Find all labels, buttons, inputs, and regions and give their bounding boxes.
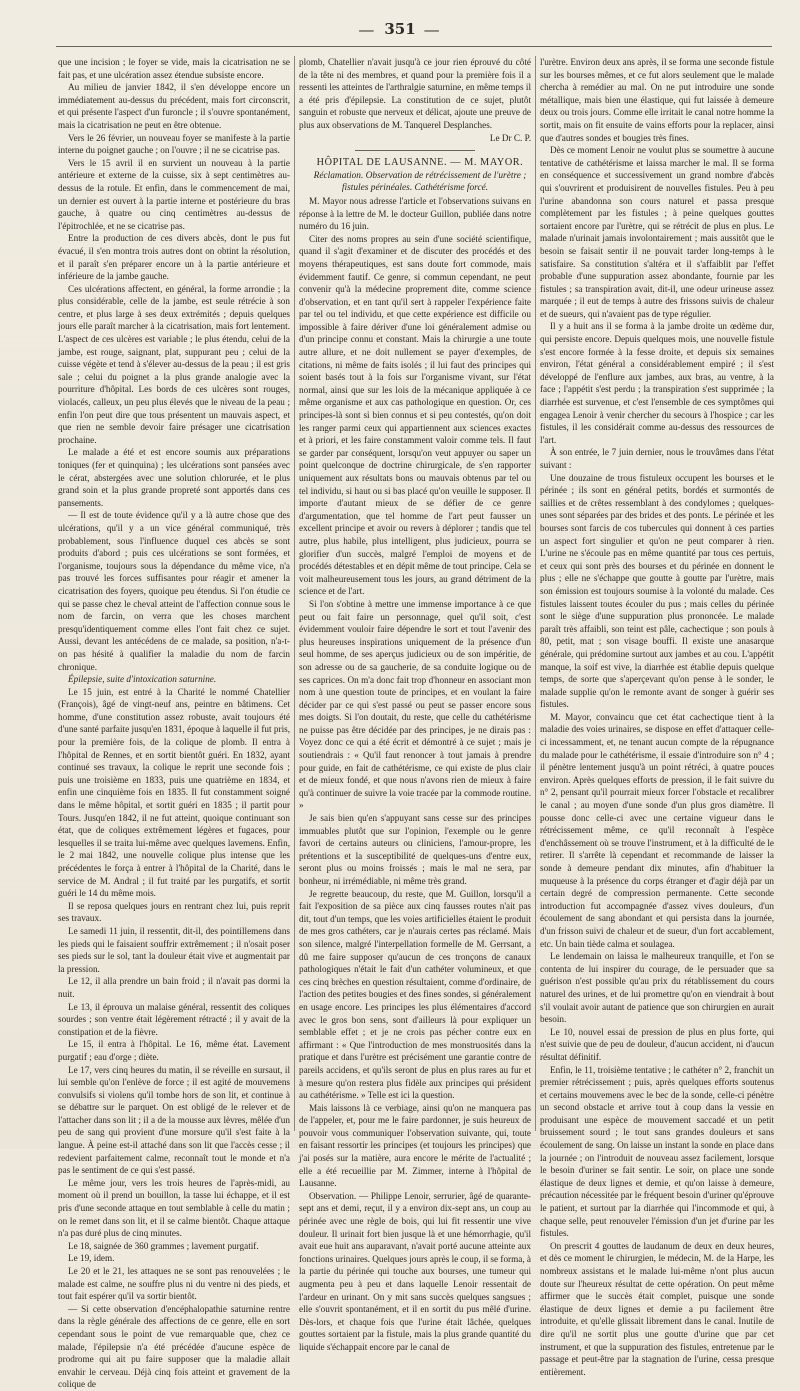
paragraph: Enfin, le 11, troisième tentative ; le cathéter n° 2, franchit un premier rétrécissement ; puis, après quelques efforts soutenus et certains mouvemens avec le bec de la sonde, celle-ci pénètre un second obstacle et arrive tout à coup dans la vessie en produisant une espèce de mouvement saccadé et un petit bruissement sourd ; le tout sans grandes douleurs et sans écoulement de sang. On laisse un instant la sonde en place dans la journée ; on l'introduit de nouveau assez facilement, lorsque le besoin d'uriner se fait sentir. Le soir, on place une sonde élastique de deux lignes et demie, et qu'on laisse à demeure, précaution nécessitée par le fréquent besoin d'uriner qu'éprouve le patient, et surtout par la diarrhée qui l'incommode et qui, à chaque selle, peut renouveler l'émission d'un jet d'urine par les fistules. xyxy=(540,1064,774,1239)
paragraph: Le 20 et le 21, les attaques ne se sont pas renouvelées ; le malade est calme, ne souffre plus ni du ventre ni des pieds, et tout fait espérer qu'il va sortir bientôt. xyxy=(58,1266,290,1302)
paragraph: Une douzaine de trous fistuleux occupent les bourses et le périnée ; ils sont en général petits, bordés et surmontés de saillies et de crêtes ressemblant à des condylomes ; quelques-unes sont séparées par des brides et des ponts. Le périnée et les bourses sont farcis de cos tubercules qui donnent à ces parties un aspect fort singulier et qu'on ne peut comparer à rien. L'urine ne s'écoule pas en même quantité par tous ces pertuis, et ceux qui sont près des bourses et du périnée en donnent le plus ; elle ne s'échappe que goutte à goutte par l'urètre, mais son émission est toujours soumise à la volonté du malade. Ces fistules laissent toutes écouler du pus ; mais celles du périnée sont le siège d'une suppuration plus prononcée. Le malade paraît très affaibli, son teint est pâle, cachectique ; son pouls à 80, petit, mat ; son visage bouffi. Il existe une anasarque générale, qui prédomine surtout aux jambes et au cou. L'appétit manque, la soif est vive, la diarrhée est établie depuis quelque temps, de sorte que s'aperçevant qu'on pense à le sonder, le malade supplie qu'on le remonte avant de songer à guérir ses fistules. xyxy=(540,472,774,710)
paragraph: — Il est de toute évidence qu'il y a là autre chose que des ulcérations, qu'il y a un vice général communiqué, très probablement, sous l'influence duquel ces abcès se sont produits d'abord ; puis ces ulcérations se sont formées, et l'organisme, toujours sous la dépendance du même vice, n'a pas trouvé les forces suffisantes pour réagir et amener la cicatrisation des foyers, quoique peu étendus. Si l'on étudie ce qui se passe chez le cheval atteint de l'affection connue sous le nom de farcin, on verra que les choses marchent presqu'identiquement comme elles l'ont fait chez ce sujet. Aussi, devant les antécédens de ce malade, sa position, n'a-t-on pas hésité à qualifier la maladie du nom de farcin chronique. xyxy=(58,510,290,672)
paragraph: que une incision ; le foyer se vide, mais la cicatrisation ne se fait pas, et une ulcération assez étendue subsiste encore. xyxy=(58,57,290,80)
paragraph: Mais laissons là ce verbiage, ainsi qu'on ne manquera pas de l'appeler, et, pour me le faire pardonner, je suis heureux de pouvoir vous communiquer l'observation suivante, qui, toute en faisant ressortir les principes (et toujours les principes) que j'ai posés sur la matière, aura encore le mérite de l'actualité ; elle a été recueillie par M. Zimmer, interne à l'hôpital de Lausanne. xyxy=(299,1102,531,1189)
paragraph: Le 12, il alla prendre un bain froid ; il n'avait pas dormi la nuit. xyxy=(58,976,290,999)
author-signature: Le Dr C. P. xyxy=(489,132,531,143)
paragraph: Le 17, vers cinq heures du matin, il se réveille en sursaut, il lui semble qu'on l'enlève de force ; il est agité de mouvemens convulsifs si violens qu'il tombe hors de son lit, et continue à se débattre sur le parquet. On est obligé de le relever et de l'attacher dans son lit ; il a de la mousse aux lèvres, mêlée d'un peu de sang qui provient d'une morsure qu'il s'est faite à la langue. À peine est-il attaché dans son lit que l'accès cesse ; il redevient parfaitement calme, reconnaît tout le monde et n'a pas le sentiment de ce qui s'est passé. xyxy=(58,1064,290,1176)
column-divider xyxy=(535,56,536,1131)
column-right xyxy=(540,56,774,1377)
paragraph: M. Mayor, convaincu que cet état cachectique tient à la maladie des voies urinaires, se dispose en effet d'attaquer celle-ci incessamment, et, ne tenant aucun compte de la répugnance du malade pour le cathétérisme, il essaie d'introduire son n° 4 ; il pénètre lentement jusqu'à un point rétréci, à quatre pouces environ. Après quelques efforts de pression, il le fait suivre du n° 2, pensant qu'il pourrait mieux forcer l'obstacle et recalibrer le canal ; au moyen d'une sonde d'un plus gros diamètre. Il pousse donc celle-ci avec une certaine vigueur dans le rétrécissement même, ce qu'il reconnaît à l'espèce d'enchâssement où se trouve l'instrument, et à la difficulté de le retirer. Il s'arrête là cependant et recommande de laisser la sonde à demeure pendant dix minutes, afin d'habituer la muqueuse à la présence du corps étranger et d'agir déjà par un certain degré de compression permanente. Cette seconde introduction fut accompagnée d'assez vives douleurs, d'un écoulement de sang abondant et qui persista dans la journée, d'un frisson suivi de chaleur et de sueur, d'un fort accablement, etc. Un bain tiède calma et soulagea. xyxy=(540,711,774,949)
paragraph: Vers le 15 avril il en survient un nouveau à la partie antérieure et externe de la cuisse, six à sept centimètres au-dessus de la rotule. Et enfin, dans le commencement de mai, un dernier est ouvert à la partie interne et postérieure du bras gauche, à quatre ou cinq centimètres au-dessus de l'épitrochlée, et ne se cicatrise pas. xyxy=(58,157,290,231)
page-header xyxy=(0,18,800,40)
header-rule xyxy=(56,46,772,47)
case-subheading: Épilepsie, suite d'intoxication saturnine. xyxy=(68,674,217,685)
paragraph: Le même jour, vers les trois heures de l'après-midi, au moment où il prend un bouillon, la tasse lui échappe, et il est pris d'une seconde attaque en tout semblable à celle du matin ; on le remet dans son lit, et il se calme bientôt. Chaque attaque n'a pas duré plus de cinq minutes. xyxy=(58,1177,290,1239)
paragraph: Ces ulcérations affectent, en général, la forme arrondie ; la plus considérable, celle de la jambe, est seule rétrécie à son centre, et plus large à ses deux extrémités ; depuis quelques jours elle paraît marcher à la cicatrisation, mais fort lentement. L'aspect de ces ulcères est variable ; le plus étendu, celui de la jambe, est rouge, saignant, plat, suppurant peu ; celui de la cuisse végète et tend à s'élever au-dessus de la peau ; il est gris sale ; celui du poignet a la plus grande analogie avec la pourriture d'hôpital. Les bords de ces ulcères sont rouges, violacés, calleux, un peu plus élevés que le niveau de la peau ; enfin l'on peut dire que tous présentent un mauvais aspect, et que rien ne semble devoir faire présager une cicatrisation prochaine. xyxy=(58,283,290,445)
paragraph: Le 15, il entra à l'hôpital. Le 16, même état. Lavement purgatif ; eau d'orge ; diète. xyxy=(58,1039,290,1062)
paragraph: Entre la production de ces divers abcès, dont le pus fut évacué, il s'en montra trois autres dont on obtint la résolution, et il paraît s'en préparer encore un à la partie antérieure et inférieure de la jambe gauche. xyxy=(58,233,290,282)
paragraph: Le 13, il éprouva un malaise général, ressentit des coliques sourdes ; son ventre était légèrement rétracté ; il y avait de la constipation et de la fièvre. xyxy=(58,1001,290,1037)
section-divider xyxy=(355,150,475,151)
paragraph: On prescrit 4 gouttes de laudanum de deux en deux heures, et dès ce moment le chirurgien, le médecin, M. de la Harpe, les nombreux assistans et le malade lui-même n'ont plus aucun doute sur l'heureux résultat de cette opération. On peut même affirmer que le succès était complet, puisque une sonde élastique de deux lignes et demie a pu facilement être introduite, et qu'elle glissait librement dans le canal. Inutile de dire qu'il ne sortit plus une goutte d'urine que par cet instrument, et que la suppuration des fistules, entretenue par le passage et peut-être par la stagnation de l'urine, cessa presque entièrement. xyxy=(540,1240,774,1377)
paragraph: Le 15 juin, est entré à la Charité le nommé Chatellier (François), âgé de vingt-neuf ans, peintre en bâtimens. Cet homme, d'une constitution assez robuste, avait toujours été d'une santé parfaite jusqu'en 1831, époque à laquelle il fut pris, pour la première fois, de la colique de plomb. Il entra à l'hôpital de Rennes, et en sortit bientôt guéri. En 1832, ayant continué ses travaux, la colique le reprit une seconde fois ; puis une troisième en 1833, puis une quatrième en 1834, et enfin une cinquième fois en 1835. Il fut constamment soigné dans le même hôpital, et sortit guéri en 1835 ; il partit pour Tours. Jusqu'en 1842, il ne fut atteint, quoique continuant son état, que de coliques extrêmement légères et fugaces, pour lesquelles il se traita lui-même avec quelques lavemens. Enfin, le 2 mai 1842, une nouvelle colique plus intense que les précédentes le força à entrer à l'hôpital de la Charité, dans le service de M. Andral ; il fut traité par les purgatifs, et sortit guéri le 14 du même mois. xyxy=(58,686,290,899)
paragraph: plomb, Chatellier n'avait jusqu'à ce jour rien éprouvé du côté de la tête ni des membres, et quand pour la première fois il a ressenti les atteintes de l'arthralgie saturnine, en même temps il a été pris d'épilepsie. La constitution de ce sujet, plutôt sanguin et robuste que nerveux et délicat, ajoute une preuve de plus aux observations de M. Tanquerel Desplanches. xyxy=(299,57,531,130)
column-middle xyxy=(299,56,531,1352)
paragraph: Si l'on s'obtine à mettre une immense importance à ce que peut ou fait faire un personnage, quel qu'il soit, c'est évidemment vouloir faire dépendre le sort et tout l'avenir des plus heureuses inspirations uniquement de la présence d'un seul homme, de ses aperçus judicieux ou de son impéritie, de son adresse ou de sa gaucherie, de sa conduite logique ou de ses caprices. On m'a donc fait trop d'honneur en associant mon nom à une question toute de principes, et en voulant la faire décider par ce qui s'est passé ou peut se passer encore sous mes doigts. Si l'on doutait, du reste, que celle du cathétérisme ne puisse pas être décidée par des principes, je ne dirais pas : Voyez donc ce qui a été écrit et démontré à ce sujet ; mais je soutiendrais : « Qu'il faut renoncer à tout jamais à prendre pour guide, en fait de cathétérisme, ce qui existe de plus clair et de mieux fondé, et que nous n'avons rien de mieux à faire qu'à continuer de suivre la voie tracée par la commode routine. » xyxy=(299,598,531,811)
paragraph: Observation. — Philippe Lenoir, serrurier, âgé de quarante-sept ans et demi, reçut, il y a environ dix-sept ans, un coup au périnée avec une règle de bois, qui lui fit ressentir une vive douleur. Il urinait fort bien jusque là et une hémorrhagie, qu'il avait eue huit ans auparavant, n'avait porté aucune atteinte aux fonctions urinaires. Quelques jours après le coup, il se forma, à la partie du périnée qui touche aux bourses, une tumeur qui augmenta peu à peu et dans laquelle Lenoir ressentait de l'ardeur en urinant. On y mit sans succès quelques sangsues ; elle s'ouvrit spontanément, et il en sortit du pus mêlé d'urine. Dès-lors, et chaque fois que l'urine était lâchée, quelques gouttes sortaient par la fistule, mais la plus grande quantité du liquide s'échappait encore par le canal de xyxy=(299,1190,531,1352)
page-number: 351 xyxy=(384,20,416,38)
column-left xyxy=(58,56,290,1390)
paragraph: Je regrette beaucoup, du reste, que M. Guillon, lorsqu'il a fait l'exposition de sa pièce aux cinq fausses routes n'ait pas dit, tout d'un temps, que les voies artificielles étaient le produit de mes gros cathéters, car je n'aurais certes pas réclamé. Mais son silence, malgré l'interpellation formelle de M. Gerrsant, a dû me faire supposer qu'aucun de ces tronçons de canaux pathologiques n'était le fait d'un cathéter volumineux, et que ces cinq brèches en question résultaient, comme d'ordinaire, de l'action des petites bougies et des fines sondes, si généralement en usage encore. Les principes les plus élémentaires d'accord avec le gros bon sens, sont d'ailleurs là pour expliquer un semblable effet ; et je ne crois pas pécher contre eux en affirmant : « Que l'introduction de mes monstruosités dans la pratique et dans l'urètre est précisément une garantie contre de pareils accidens, et qu'ils seront de plus en plus rares au fur et à mesure qu'on restera plus fidèle aux principes qui président au cathétérisme. » Telle est ici la question. xyxy=(299,888,531,1101)
header-dash-right: — xyxy=(423,19,442,39)
paragraph: M. Mayor nous adresse l'article et l'observations suivans en réponse à la lettre de M. le docteur Guillon, publiée dans notre numéro du 16 juin. xyxy=(299,195,531,232)
paragraph: Le 10, nouvel essai de pression de plus en plus forte, qui n'est suivie que de peu de douleur, d'aucun accident, ni d'aucun résultat définitif. xyxy=(540,1026,774,1062)
paragraph: Dès ce moment Lenoir ne voulut plus se soumettre à aucune tentative de cathétérisme et laissa marcher le mal. Il se forma en conséquence et successivement un grand nombre d'abcès qui s'ouvrirent et produisirent de nouvelles fistules. Peu à peu l'urine abandonna son cours naturel et passa presque complètement par les fistules ; à peine quelques gouttes sortaient encore par l'urètre, qui se rétrécit de plus en plus. Le malade n'urinait jamais involontairement ; mais aussitôt que le besoin se faisait sentir il ne pouvait tarder long-temps à le satisfaire. Sa constitution s'altéra et il s'affaiblit par l'effet probable d'une suppuration assez abondante, fournie par les fistules ; sa transpiration avait, dit-il, une odeur urineuse assez marquée ; il eut de temps à autre des frissons suivis de chaleur et de sueurs, qui n'avaient pas de type régulier. xyxy=(540,145,774,319)
paragraph: Le samedi 11 juin, il ressentit, dit-il, des pointillemens dans les pieds qui le faisaient souffrir extrêmement ; il n'osait poser ses pieds sur le sol, tant la douleur était vive et augmentait par la pression. xyxy=(58,925,290,974)
header-dash-left: — xyxy=(358,19,377,39)
paragraph: l'urètre. Environ deux ans après, il se forma une seconde fistule sur les bourses mêmes, et ce fut alors seulement que le malade chercha à remédier au mal. On ne put introduire une sonde métallique, mais bien une élastique, qui fut laissée à demeure deux ou trois jours. Comme elle irritait le canal notre homme la sortit, mais on fit ensuite de vains efforts pour la replacer, ainsi que d'autres sondes et bougies très fines. xyxy=(540,57,774,143)
paragraph: Le lendemain on laissa le malheureux tranquille, et l'on se contenta de lui inspirer du courage, de le persuader que sa guérison n'est possible qu'au prix du rétablissement du cours naturel des urines, et de lui promettre qu'on en viendrait à bout s'il voulait avoir autant de patience que son chirurgien en aurait besoin. xyxy=(540,951,774,1025)
paragraph: Au milieu de janvier 1842, il s'en développe encore un immédiatement au-dessus du précédent, mais fort circonscrit, et qui présente l'aspect d'un furoncle ; il s'ouvre spontanément, mais la cicatrisation ne peut en être obtenue. xyxy=(58,82,290,130)
paragraph: Il se reposa quelques jours en rentrant chez lui, puis reprit ses travaux. xyxy=(58,900,290,924)
paragraph: Il y a huit ans il se forma à la jambe droite un œdème dur, qui persiste encore. Depuis quelques mois, une nouvelle fistule s'est encore formée à la fesse droite, et depuis six semaines environ, l'état général a considérablement empiré ; il s'est développé de l'enflure aux jambes, aux bras, au ventre, à la face ; l'appétit s'est perdu ; la transpiration s'est supprimée ; la diarrhée est survenue, et c'est l'ensemble de ces symptômes qui engagea Lenoir à venir chercher du secours à l'hospice ; car les fistules, il les considérait comme au-dessus des ressources de l'art. xyxy=(540,321,774,445)
paragraph: — Si cette observation d'encéphalopathie saturnine rentre dans la règle générale des affections de ce genre, elle en sort cependant sous le point de vue remarquable que, chez ce malade, l'épilepsie n'a été précédée d'aucune espèce de prodrome qui ait pu faire supposer que la maladie allait envahir le cerveau. Déjà cinq fois atteint et gravement de la colique de xyxy=(58,1303,290,1390)
column-divider xyxy=(294,56,295,1131)
paragraph: Je sais bien qu'en s'appuyant sans cesse sur des principes immuables plutôt que sur l'opinion, l'exemple ou le genre favori de certains auteurs ou cliniciens, l'amour-propre, les prétentions et la susceptibilité de quelques-uns d'entre eux, seront plus ou moins froissés ; mais le mal ne sera, par bonheur, ni irrémédiable, ni même très grand. xyxy=(299,813,531,886)
paragraph: Le malade a été et est encore soumis aux préparations toniques (fer et quinquina) ; les ulcérations sont pansées avec le cérat, abstergées avec une solution chlorurée, et le plus grand soin et la plus grande propreté sont apportés dans ces pansements. xyxy=(58,447,290,508)
paragraph: Le 18, saignée de 360 grammes ; lavement purgatif. xyxy=(68,1240,259,1251)
paragraph: Citer des noms propres au sein d'une société scientifique, quand il s'agit d'examiner et de discuter des procédés et des moyens thérapeutiques, est sans doute fort commode, mais évidemment fautif. Ce genre, si commun cependant, ne peut convenir qu'à la médecine proprement dite, comme science d'observation, et en tant qu'il sert à rappeler l'expérience faite par tel ou tel individu, et que cette expérience est difficile ou impossible à faire dériver d'une loi généralement admise ou d'un principe connu et constant. Mais la chirurgie a une toute autre allure, et ne doit nullement se payer d'exemples, de citations, ni même de faits isolés ; il lui faut des principes qui soient basés tout à la fois sur l'organisme vivant, sur l'état normal, ainsi que sur les lois de la mécanique appliquée à ce même organisme et aux cas pathologique en question. Or, ces principes-là sont si bien connus et si peu contestés, qu'on doit les ranger parmi ceux qui appartiennent aux sciences exactes et à priori, et les faire constamment valoir comme tels. Il faut se garder par conséquent, lorsqu'on veut appuyer ou saper un point quelconque de doctrine chirurgicale, de s'en rapporter uniquement aux résultats bons ou mauvais obtenus par tel ou tel individu, si haut ou si bas placé qu'on veuille le supposer. Il importe d'autant mieux de se défier de ce genre d'argumentation, que tel homme de l'art peut fausser un excellent principe et avoir ou revers à déplorer ; tandis que tel autre, plus habile, plus intelligent, plus judicieux, pourra se glorifier d'un succès, malgré l'emploi de moyens et de procédés détestables et en dépit même de tout principe. Cela se voit malheureusement tous les jours, au grand détriment de la science et de l'art. xyxy=(299,233,531,597)
paragraph: À son entrée, le 7 juin dernier, nous le trouvâmes dans l'état suivant : xyxy=(540,447,774,470)
paragraph: Le 19, idem. xyxy=(68,1253,115,1264)
section-subheading: Réclamation. Observation de rétrécissement de l'urètre ; fistules périnéales. Cathétérisme forcé. xyxy=(313,170,527,194)
paragraph: Vers le 26 février, un nouveau foyer se manifeste à la partie interne du poignet gauche ; on l'ouvre ; il ne se cicatrise pas. xyxy=(58,132,290,156)
section-title: HÔPITAL DE LAUSANNE. — M. MAYOR. xyxy=(316,157,524,169)
